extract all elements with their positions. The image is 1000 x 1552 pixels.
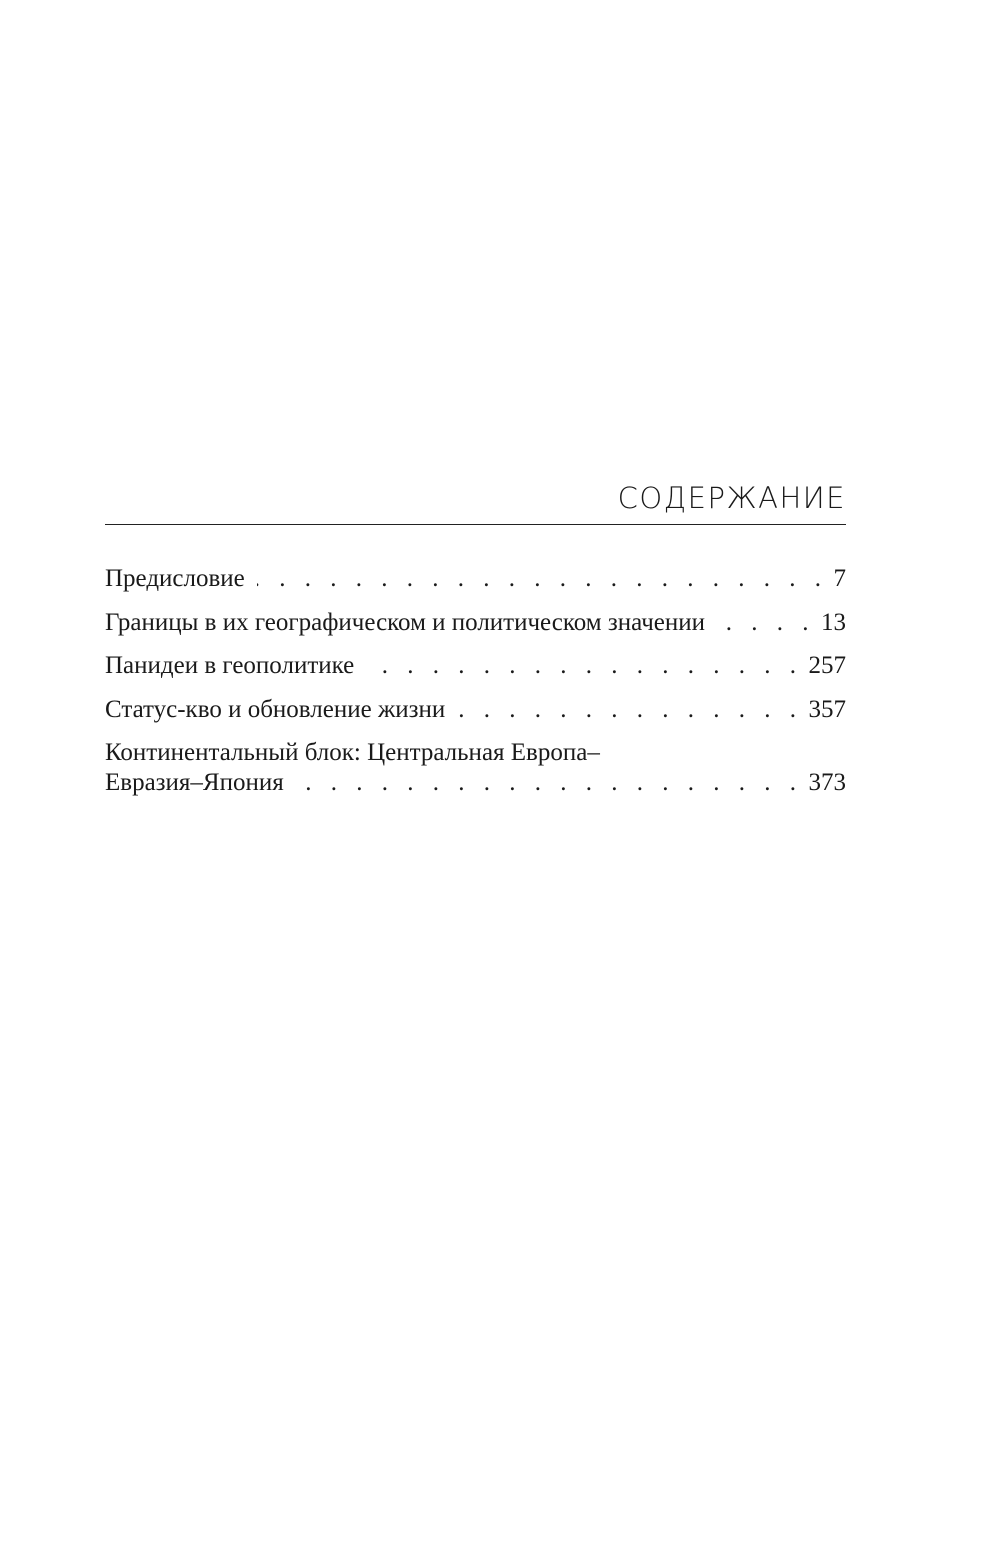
dot-leader xyxy=(257,564,828,594)
toc-heading: СОДЕРЖАНИЕ xyxy=(617,481,846,515)
toc-entry-label: Статус-кво и обновление жизни xyxy=(105,695,446,723)
toc-entry-page: 257 xyxy=(808,652,846,679)
toc-entry[interactable] xyxy=(105,651,846,681)
toc-entry[interactable] xyxy=(105,608,846,638)
toc-entry-page: 357 xyxy=(808,695,846,723)
toc-entry-page: 7 xyxy=(833,565,846,592)
toc-entry[interactable] xyxy=(105,564,846,594)
toc-entry-page: 373 xyxy=(808,769,846,796)
toc-entry-page: 13 xyxy=(821,608,846,636)
table-of-contents xyxy=(105,478,846,812)
dot-leader xyxy=(366,651,802,681)
dot-leader xyxy=(457,695,802,725)
toc-entry-label: Границы в их географическом и политическом значении xyxy=(105,608,705,636)
toc-entry-label: Предисловие xyxy=(105,565,245,592)
toc-entry-label-line2: Евразия–Япония xyxy=(105,769,284,796)
toc-entry[interactable] xyxy=(105,738,846,798)
toc-entry-label-line1: Континентальный блок: Центральная Европа– xyxy=(105,739,600,766)
toc-list xyxy=(105,525,846,798)
toc-entry-label: Панидеи в геополитике xyxy=(105,652,355,679)
dot-leader xyxy=(296,768,803,798)
dot-leader xyxy=(717,608,815,638)
toc-entry[interactable] xyxy=(105,695,846,725)
